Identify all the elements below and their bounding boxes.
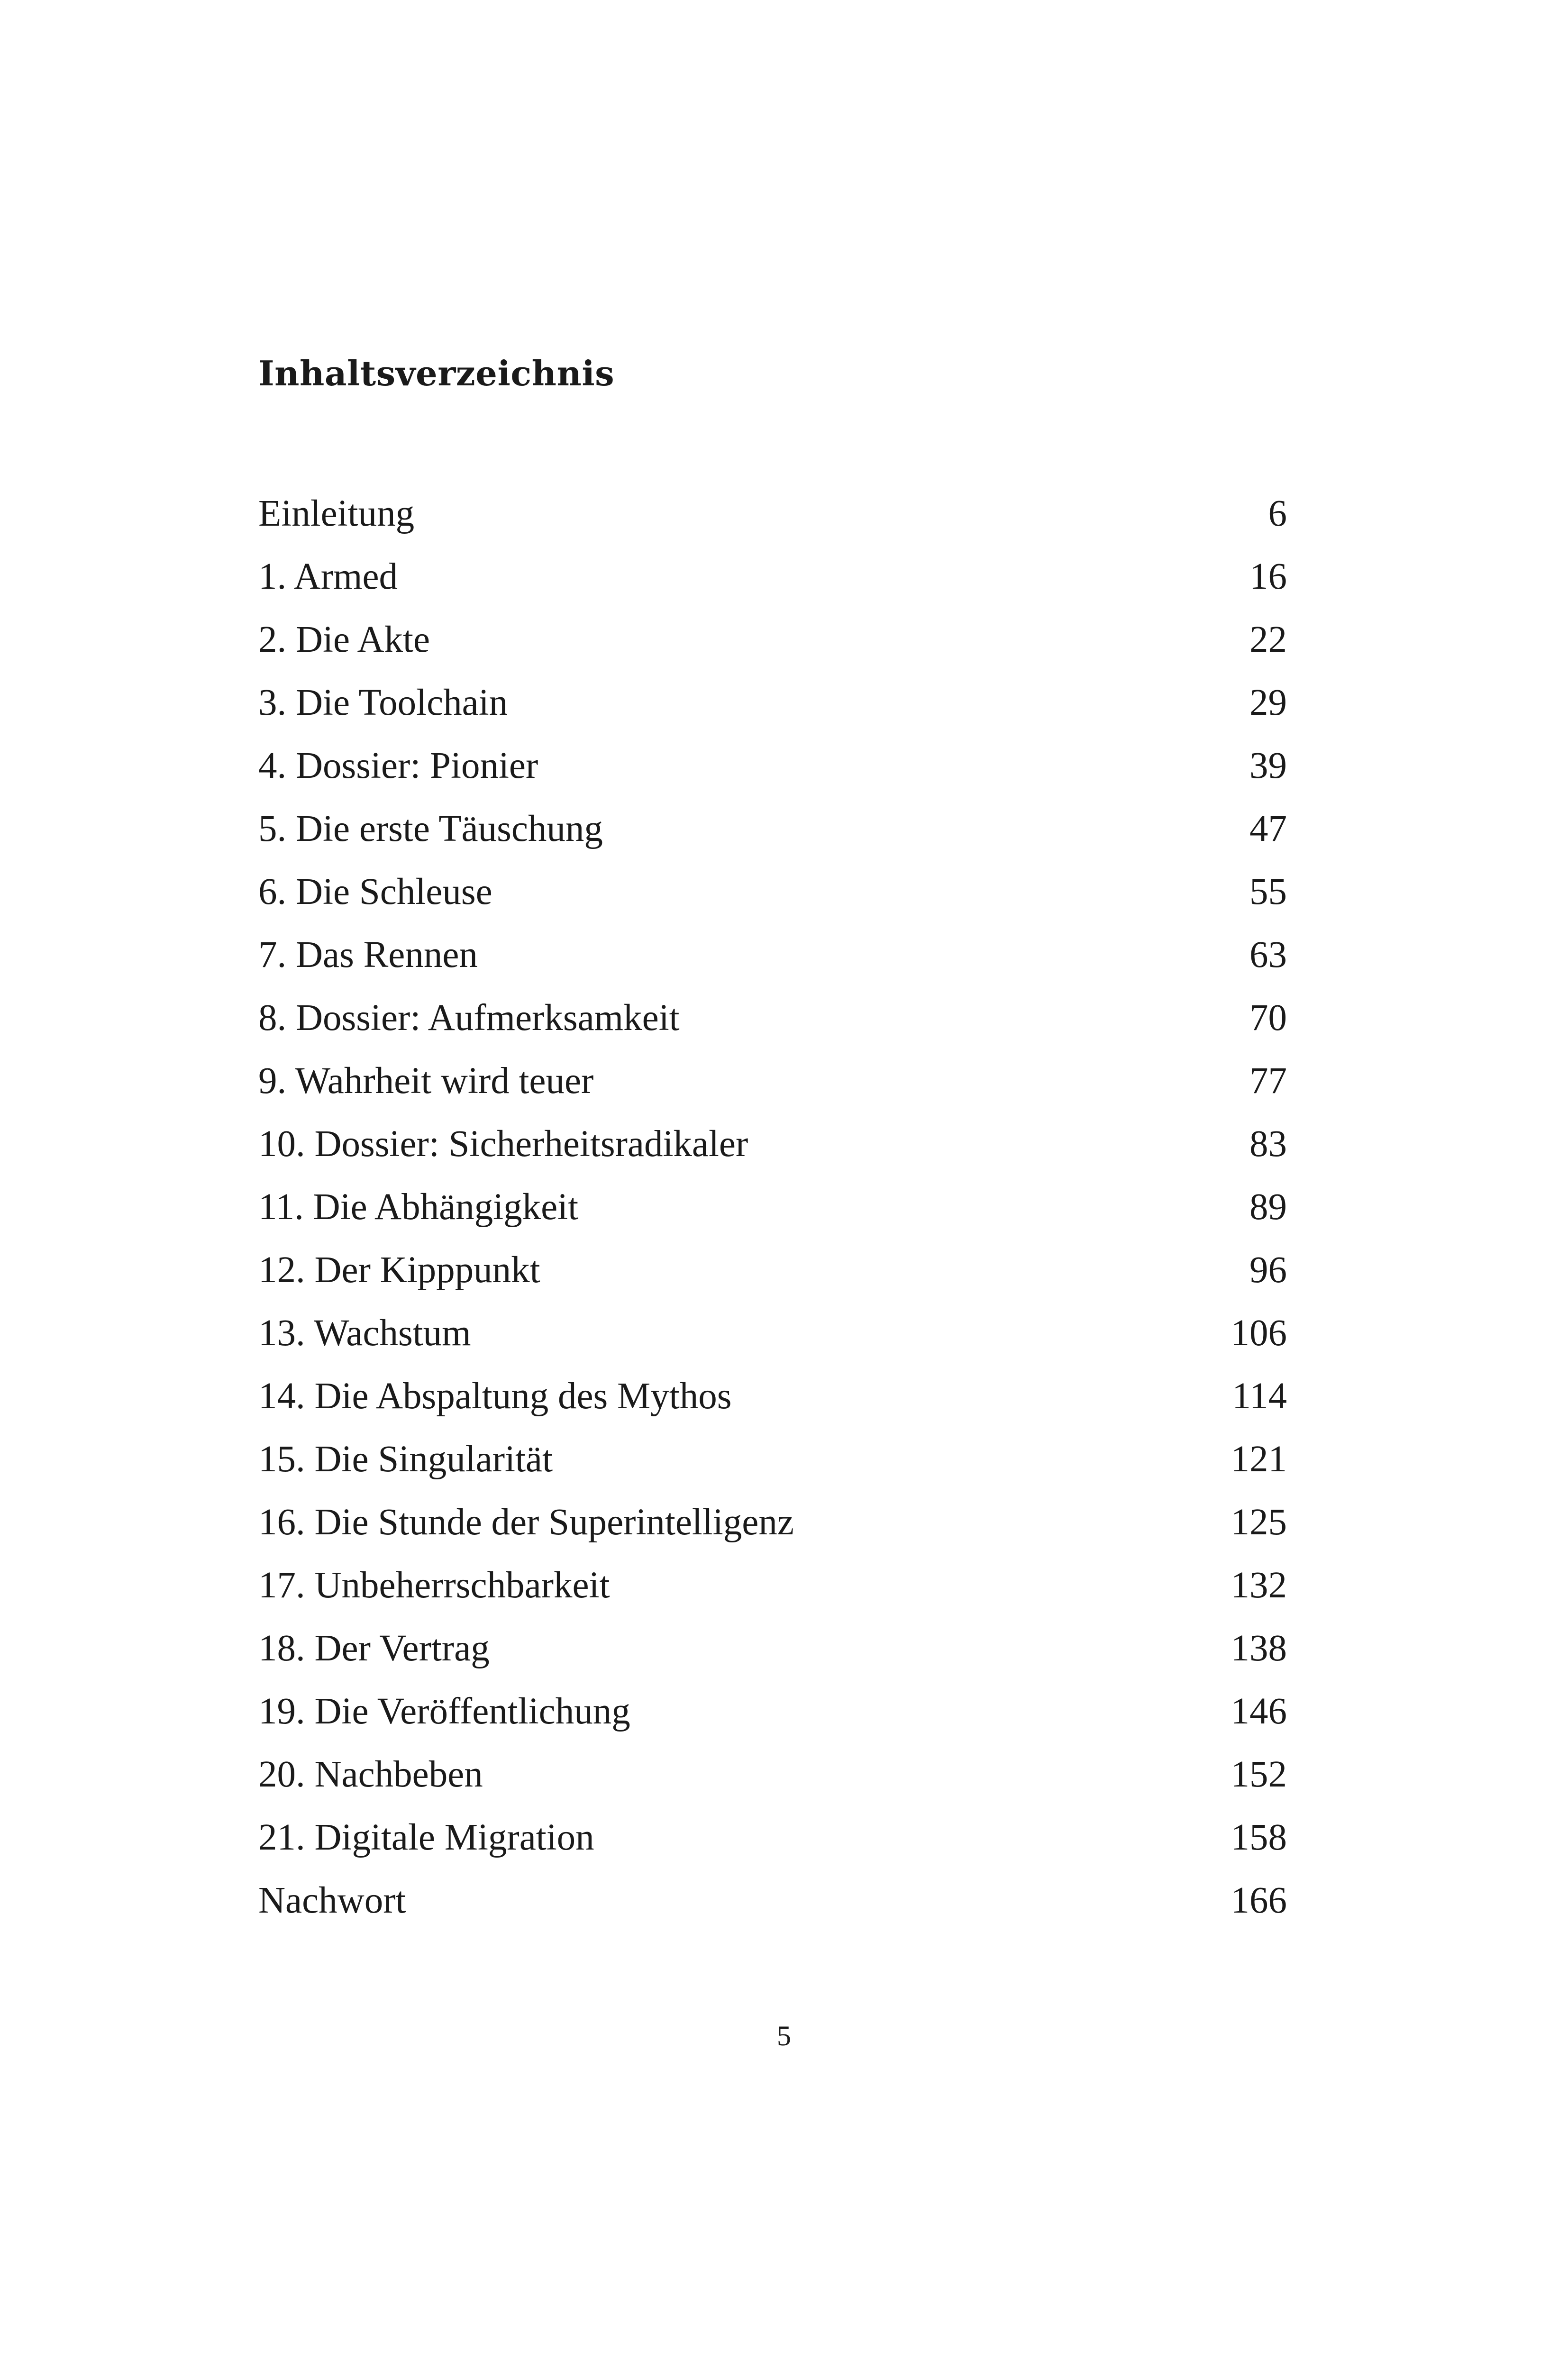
toc-entry-page: 63 xyxy=(1249,934,1287,975)
toc-entry xyxy=(258,1049,1287,1112)
toc-entry xyxy=(258,734,1287,797)
toc-entry xyxy=(258,1743,1287,1806)
toc-entry xyxy=(258,1176,1287,1239)
toc-entry-label: 1. Armed xyxy=(258,556,398,597)
toc-entry-label: 10. Dossier: Sicherheitsradikaler xyxy=(258,1123,748,1165)
toc-entry-page: 47 xyxy=(1249,808,1287,849)
toc-entry-label: 15. Die Singularität xyxy=(258,1439,553,1480)
toc-entry-page: 16 xyxy=(1249,556,1287,597)
toc-entry xyxy=(258,1428,1287,1491)
toc-entry-page: 83 xyxy=(1249,1123,1287,1165)
toc-entry xyxy=(258,545,1287,608)
toc-entry-label: 12. Der Kipppunkt xyxy=(258,1249,540,1291)
toc-entry-label: 3. Die Toolchain xyxy=(258,682,508,723)
page-number: 5 xyxy=(777,2020,791,2051)
toc-entry-label: 14. Die Abspaltung des Mythos xyxy=(258,1376,732,1417)
toc-entry xyxy=(258,1680,1287,1743)
toc-entry-label: 11. Die Abhängigkeit xyxy=(258,1186,579,1228)
toc-entry-page: 114 xyxy=(1232,1376,1287,1417)
toc-entry-label: 19. Die Veröffentlichung xyxy=(258,1691,630,1732)
toc-entry-label: 9. Wahrheit wird teuer xyxy=(258,1060,594,1102)
toc-entry-page: 106 xyxy=(1231,1313,1287,1354)
toc-entry xyxy=(258,1239,1287,1302)
toc-entry xyxy=(258,671,1287,734)
toc-entry xyxy=(258,1491,1287,1554)
toc-entry-label: 4. Dossier: Pionier xyxy=(258,745,538,786)
toc-entry-label: 21. Digitale Migration xyxy=(258,1817,594,1858)
toc-entry xyxy=(258,1112,1287,1176)
toc-entry-page: 125 xyxy=(1231,1502,1287,1543)
toc-entry-label: 8. Dossier: Aufmerksamkeit xyxy=(258,997,680,1039)
toc-entry-page: 39 xyxy=(1249,745,1287,786)
toc-entry xyxy=(258,923,1287,986)
toc-entry-label: 5. Die erste Täuschung xyxy=(258,808,603,849)
toc-entry xyxy=(258,608,1287,671)
toc-entry xyxy=(258,1869,1287,1932)
toc-entry-label: 20. Nachbeben xyxy=(258,1754,483,1795)
toc-title: Inhaltsverzeichnis xyxy=(258,353,615,393)
toc-entry-label: 7. Das Rennen xyxy=(258,934,478,975)
toc-entry xyxy=(258,797,1287,860)
toc-entry xyxy=(258,1806,1287,1869)
toc-entry-page: 138 xyxy=(1231,1628,1287,1669)
toc-entry-page: 158 xyxy=(1231,1817,1287,1858)
toc-entry-label: Nachwort xyxy=(258,1880,406,1921)
toc-entry-label: 13. Wachstum xyxy=(258,1313,471,1354)
toc-entry xyxy=(258,1365,1287,1428)
toc-entry-page: 96 xyxy=(1249,1249,1287,1291)
toc-entry xyxy=(258,986,1287,1049)
toc-entry-page: 152 xyxy=(1231,1754,1287,1795)
toc-entry xyxy=(258,1302,1287,1365)
toc-entry-page: 22 xyxy=(1249,619,1287,660)
toc-entry-page: 146 xyxy=(1231,1691,1287,1732)
toc-entry-page: 77 xyxy=(1249,1060,1287,1102)
toc-entry-label: 6. Die Schleuse xyxy=(258,871,492,912)
toc-entry xyxy=(258,482,1287,545)
toc-entry-label: 18. Der Vertrag xyxy=(258,1628,490,1669)
toc-entry-page: 132 xyxy=(1231,1565,1287,1606)
toc-entry-page: 89 xyxy=(1249,1186,1287,1228)
toc-entry-label: Einleitung xyxy=(258,493,415,534)
toc-entry-page: 121 xyxy=(1231,1439,1287,1480)
toc-entry xyxy=(258,860,1287,923)
toc-entry-page: 166 xyxy=(1231,1880,1287,1921)
toc-entry xyxy=(258,1617,1287,1680)
toc-entry-page: 6 xyxy=(1268,493,1287,534)
toc-list xyxy=(258,482,1287,1932)
toc-entry-page: 29 xyxy=(1249,682,1287,723)
toc-entry-label: 2. Die Akte xyxy=(258,619,430,660)
toc-entry xyxy=(258,1554,1287,1617)
toc-entry-label: 16. Die Stunde der Superintelligenz xyxy=(258,1502,794,1543)
toc-entry-page: 70 xyxy=(1249,997,1287,1039)
toc-entry-page: 55 xyxy=(1249,871,1287,912)
toc-entry-label: 17. Unbeherrschbarkeit xyxy=(258,1565,610,1606)
